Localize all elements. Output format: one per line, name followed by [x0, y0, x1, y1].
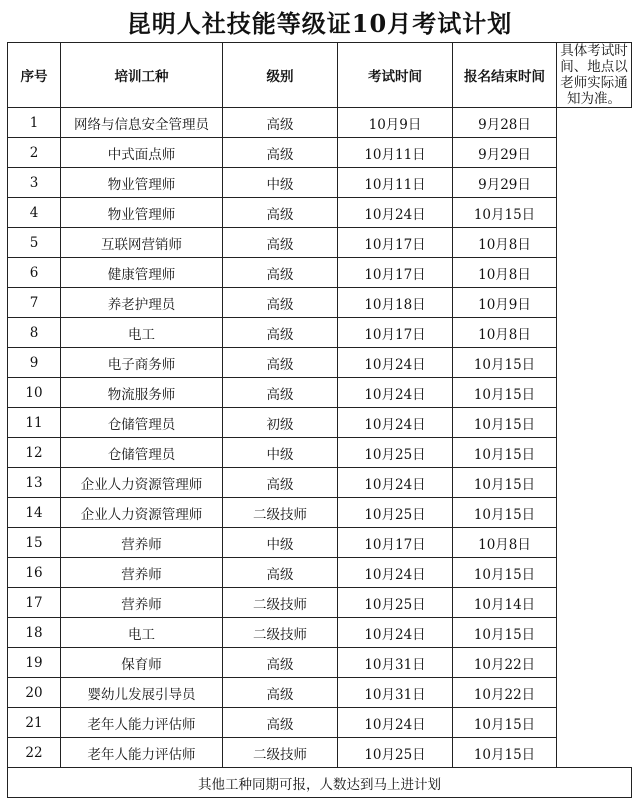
cell-exam-time: 10月24日: [338, 468, 453, 498]
cell-trade: 健康管理师: [61, 258, 223, 288]
header-exam-time: 考试时间: [338, 43, 453, 108]
cell-exam-time: 10月11日: [338, 168, 453, 198]
cell-exam-time: 10月24日: [338, 558, 453, 588]
cell-index: 8: [8, 318, 61, 348]
cell-trade: 互联网营销师: [61, 228, 223, 258]
cell-trade: 仓储管理员: [61, 408, 223, 438]
cell-trade: 电子商务师: [61, 348, 223, 378]
cell-level: 高级: [223, 108, 338, 138]
cell-exam-time: 10月24日: [338, 198, 453, 228]
cell-trade: 企业人力资源管理师: [61, 468, 223, 498]
cell-index: 4: [8, 198, 61, 228]
header-index: 序号: [8, 43, 61, 108]
header-reg-deadline: 报名结束时间: [453, 43, 557, 108]
table-row: [8, 708, 632, 738]
cell-level: 中级: [223, 438, 338, 468]
cell-level: 高级: [223, 708, 338, 738]
cell-exam-time: 10月24日: [338, 378, 453, 408]
cell-reg-deadline: 10月15日: [453, 468, 557, 498]
cell-level: 二级技师: [223, 588, 338, 618]
cell-level: 高级: [223, 468, 338, 498]
cell-reg-deadline: 10月22日: [453, 678, 557, 708]
cell-reg-deadline: 9月29日: [453, 138, 557, 168]
cell-trade: 养老护理员: [61, 288, 223, 318]
cell-reg-deadline: 10月15日: [453, 438, 557, 468]
cell-exam-time: 10月31日: [338, 648, 453, 678]
cell-reg-deadline: 10月15日: [453, 618, 557, 648]
table-row: [8, 588, 632, 618]
table-row: [8, 228, 632, 258]
cell-index: 15: [8, 528, 61, 558]
header-trade: 培训工种: [61, 43, 223, 108]
cell-index: 21: [8, 708, 61, 738]
cell-reg-deadline: 10月22日: [453, 648, 557, 678]
cell-reg-deadline: 10月8日: [453, 258, 557, 288]
cell-level: 高级: [223, 378, 338, 408]
table-row: [8, 648, 632, 678]
cell-reg-deadline: 10月15日: [453, 378, 557, 408]
cell-exam-time: 10月25日: [338, 438, 453, 468]
cell-exam-time: 10月24日: [338, 708, 453, 738]
header-level: 级别: [223, 43, 338, 108]
table-row: [8, 678, 632, 708]
cell-exam-time: 10月24日: [338, 348, 453, 378]
table-row: [8, 138, 632, 168]
table-row: [8, 408, 632, 438]
cell-trade: 物业管理师: [61, 198, 223, 228]
table-row: [8, 258, 632, 288]
cell-index: 10: [8, 378, 61, 408]
cell-index: 6: [8, 258, 61, 288]
cell-index: 11: [8, 408, 61, 438]
cell-reg-deadline: 10月15日: [453, 738, 557, 768]
cell-reg-deadline: 10月9日: [453, 288, 557, 318]
cell-trade: 婴幼儿发展引导员: [61, 678, 223, 708]
cell-exam-time: 10月25日: [338, 588, 453, 618]
table-row: [8, 108, 632, 138]
cell-exam-time: 10月17日: [338, 228, 453, 258]
cell-trade: 老年人能力评估师: [61, 708, 223, 738]
cell-reg-deadline: 9月28日: [453, 108, 557, 138]
cell-level: 高级: [223, 228, 338, 258]
cell-index: 22: [8, 738, 61, 768]
cell-index: 3: [8, 168, 61, 198]
cell-reg-deadline: 10月15日: [453, 348, 557, 378]
cell-index: 14: [8, 498, 61, 528]
cell-exam-time: 10月17日: [338, 258, 453, 288]
table-row: [8, 348, 632, 378]
cell-index: 17: [8, 588, 61, 618]
cell-index: 13: [8, 468, 61, 498]
cell-index: 1: [8, 108, 61, 138]
cell-index: 12: [8, 438, 61, 468]
cell-exam-time: 10月24日: [338, 408, 453, 438]
table-row: [8, 378, 632, 408]
cell-reg-deadline: 9月29日: [453, 168, 557, 198]
cell-trade: 老年人能力评估师: [61, 738, 223, 768]
table-row: [8, 468, 632, 498]
cell-level: 高级: [223, 198, 338, 228]
cell-reg-deadline: 10月8日: [453, 528, 557, 558]
cell-exam-time: 10月25日: [338, 738, 453, 768]
footer-row: [8, 768, 632, 798]
cell-index: 9: [8, 348, 61, 378]
cell-level: 二级技师: [223, 618, 338, 648]
cell-trade: 物业管理师: [61, 168, 223, 198]
cell-reg-deadline: 10月8日: [453, 318, 557, 348]
cell-reg-deadline: 10月15日: [453, 198, 557, 228]
table-row: [8, 288, 632, 318]
cell-trade: 仓储管理员: [61, 438, 223, 468]
table-row: [8, 198, 632, 228]
cell-exam-time: 10月17日: [338, 318, 453, 348]
cell-level: 高级: [223, 258, 338, 288]
cell-level: 高级: [223, 558, 338, 588]
cell-exam-time: 10月24日: [338, 618, 453, 648]
cell-trade: 网络与信息安全管理员: [61, 108, 223, 138]
cell-reg-deadline: 10月15日: [453, 558, 557, 588]
table-row: [8, 438, 632, 468]
cell-level: 高级: [223, 348, 338, 378]
cell-reg-deadline: 10月15日: [453, 408, 557, 438]
cell-exam-time: 10月31日: [338, 678, 453, 708]
cell-trade: 中式面点师: [61, 138, 223, 168]
cell-trade: 营养师: [61, 558, 223, 588]
cell-exam-time: 10月25日: [338, 498, 453, 528]
exam-schedule-table: [7, 42, 632, 798]
cell-exam-time: 10月11日: [338, 138, 453, 168]
cell-level: 二级技师: [223, 738, 338, 768]
cell-level: 高级: [223, 138, 338, 168]
cell-reg-deadline: 10月14日: [453, 588, 557, 618]
cell-index: 18: [8, 618, 61, 648]
cell-trade: 企业人力资源管理师: [61, 498, 223, 528]
side-note: 具体考试时间、地点以老师实际通知为准。: [557, 43, 632, 108]
table-row: [8, 558, 632, 588]
cell-index: 19: [8, 648, 61, 678]
cell-reg-deadline: 10月15日: [453, 708, 557, 738]
table-row: [8, 738, 632, 768]
cell-exam-time: 10月18日: [338, 288, 453, 318]
cell-trade: 保育师: [61, 648, 223, 678]
cell-reg-deadline: 10月15日: [453, 498, 557, 528]
cell-level: 二级技师: [223, 498, 338, 528]
cell-level: 中级: [223, 168, 338, 198]
page-title: 昆明人社技能等级证10月考试计划: [126, 8, 513, 38]
cell-exam-time: 10月9日: [338, 108, 453, 138]
cell-index: 20: [8, 678, 61, 708]
cell-reg-deadline: 10月8日: [453, 228, 557, 258]
cell-trade: 营养师: [61, 528, 223, 558]
cell-exam-time: 10月17日: [338, 528, 453, 558]
table-row: [8, 528, 632, 558]
cell-trade: 物流服务师: [61, 378, 223, 408]
cell-level: 高级: [223, 678, 338, 708]
table-header-row: [8, 43, 632, 108]
cell-index: 5: [8, 228, 61, 258]
cell-index: 16: [8, 558, 61, 588]
cell-index: 7: [8, 288, 61, 318]
cell-level: 中级: [223, 528, 338, 558]
footer-note: 其他工种同期可报，人数达到马上进计划: [8, 768, 632, 798]
cell-trade: 电工: [61, 618, 223, 648]
cell-level: 高级: [223, 318, 338, 348]
cell-level: 高级: [223, 288, 338, 318]
cell-level: 初级: [223, 408, 338, 438]
cell-index: 2: [8, 138, 61, 168]
table-row: [8, 318, 632, 348]
cell-level: 高级: [223, 648, 338, 678]
table-row: [8, 168, 632, 198]
table-row: [8, 618, 632, 648]
cell-trade: 营养师: [61, 588, 223, 618]
table-row: [8, 498, 632, 528]
cell-trade: 电工: [61, 318, 223, 348]
